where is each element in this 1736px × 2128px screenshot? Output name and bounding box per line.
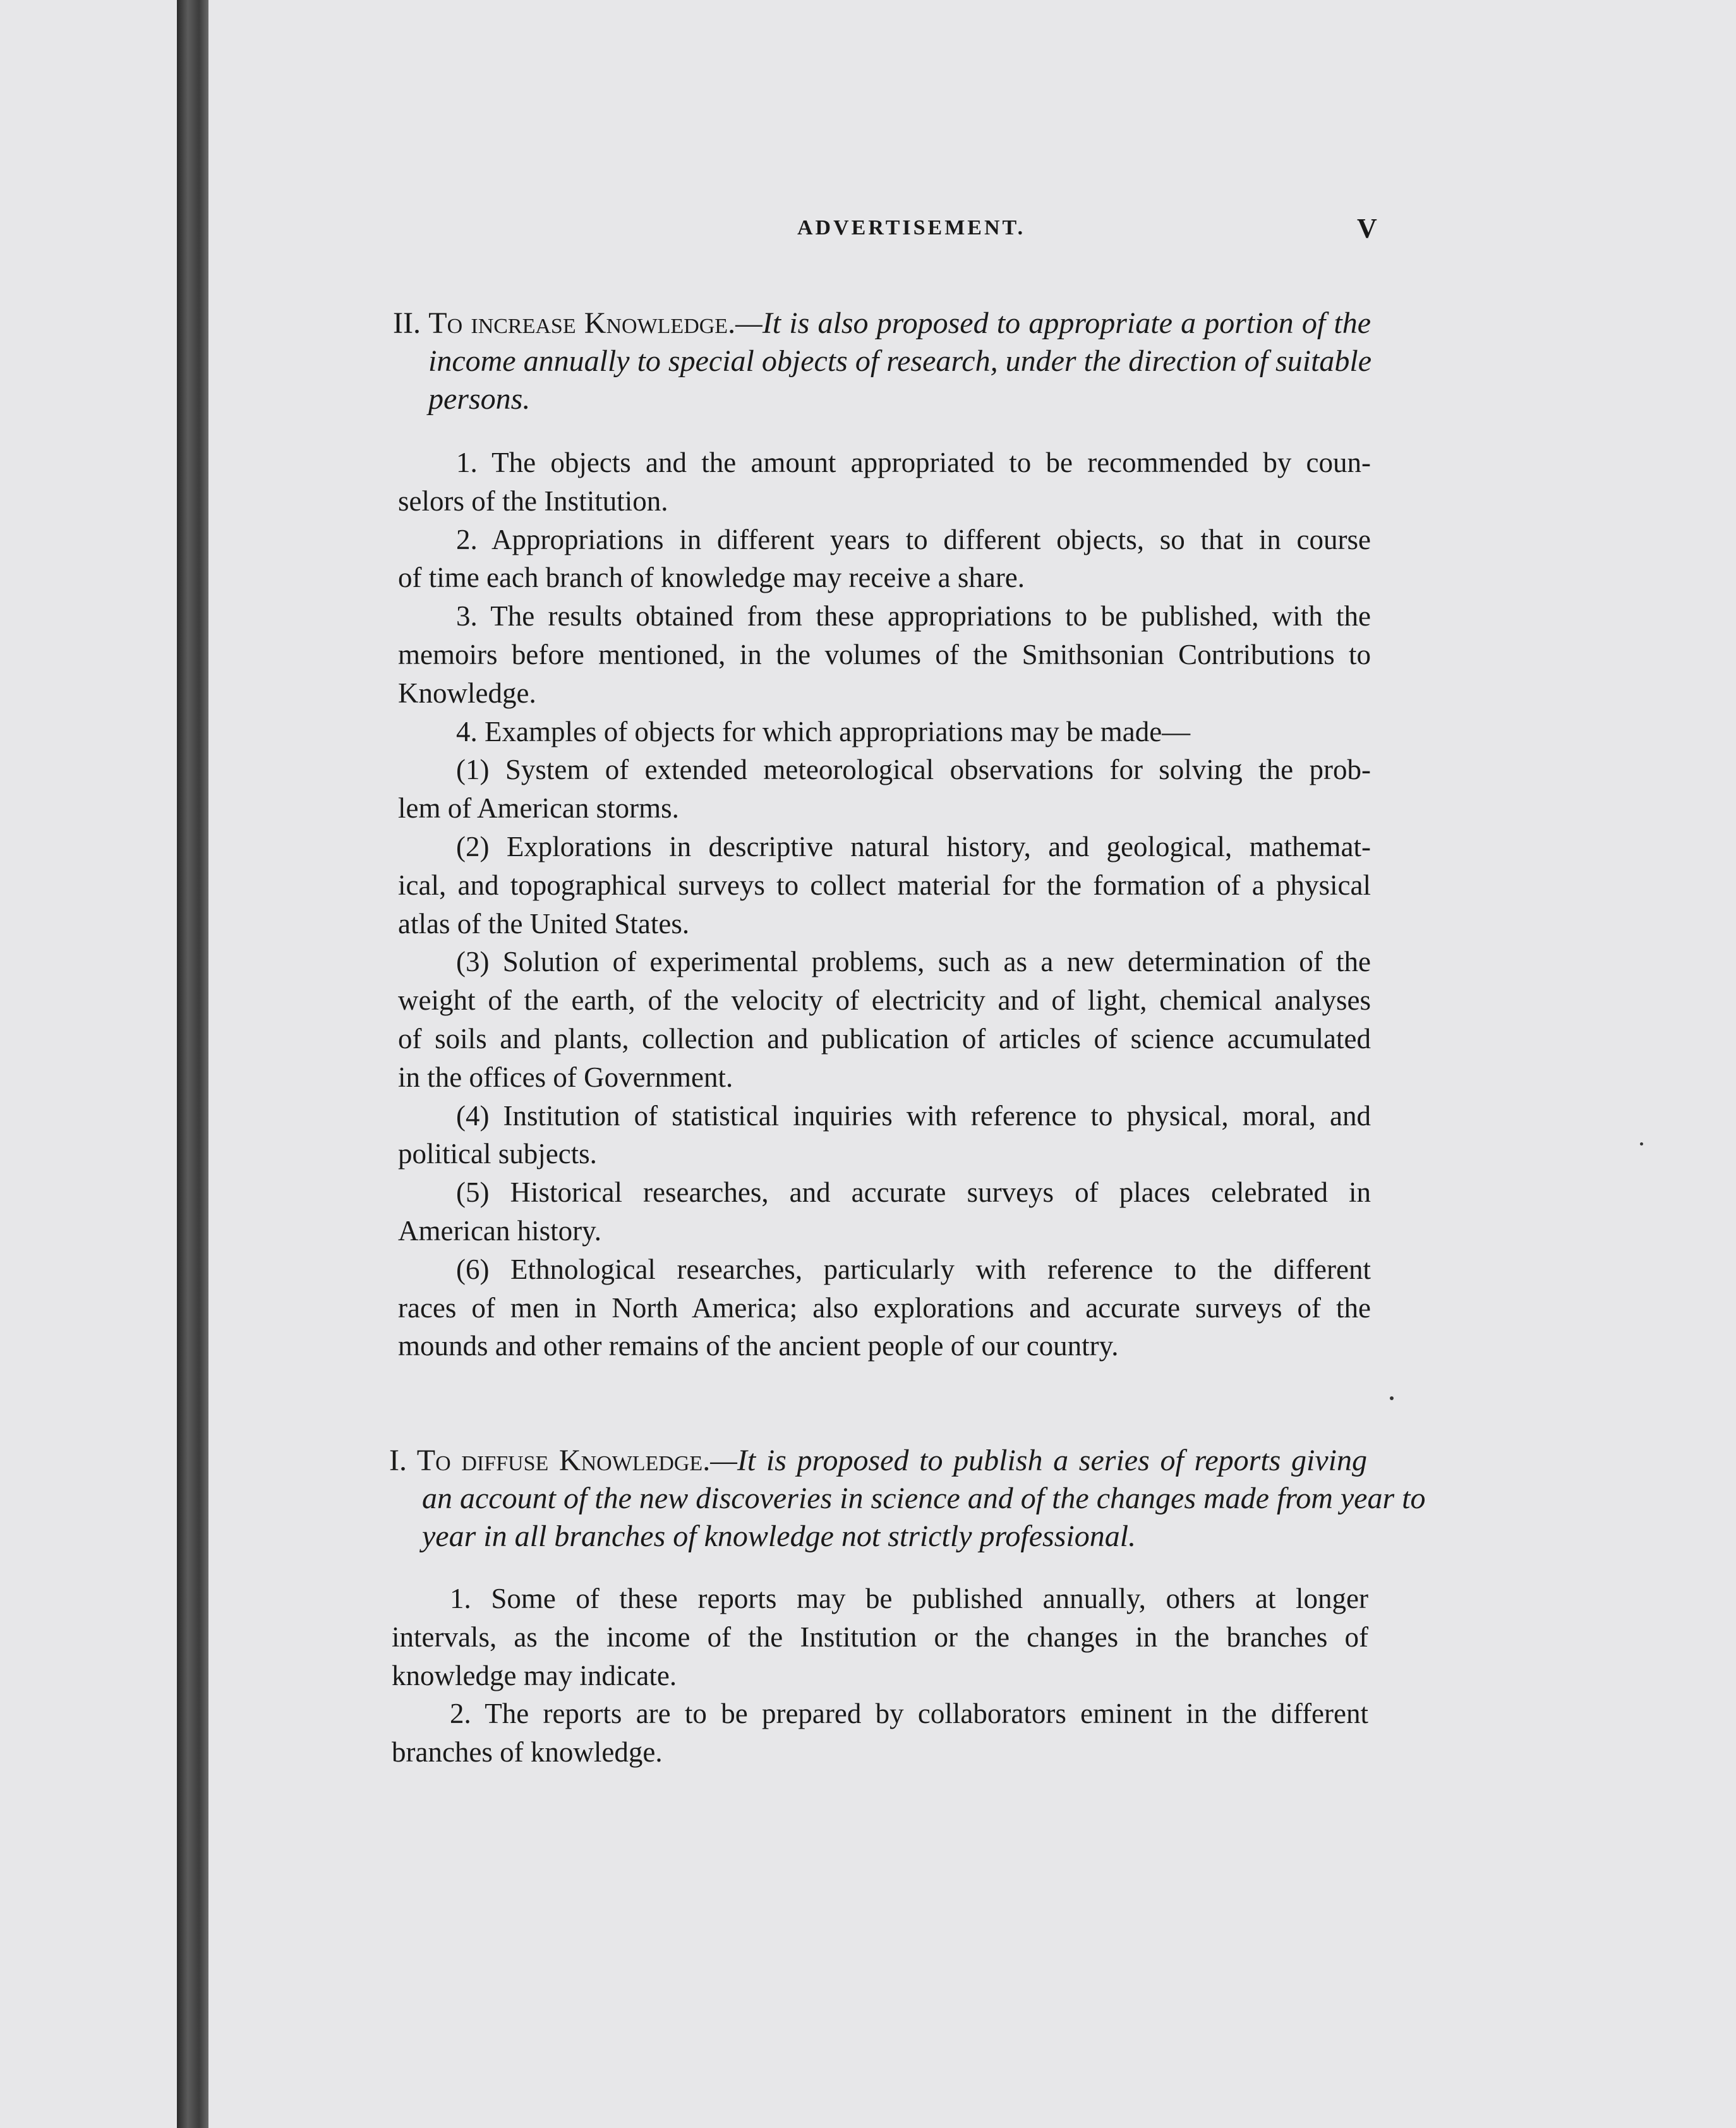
section-ii-heading-line — [393, 305, 1371, 342]
body-line: of soils and plants, collection and publication of articles of science accumulated — [398, 1022, 1371, 1055]
body-line: political subjects. — [398, 1138, 597, 1170]
body-line: 3. The results obtained from these appropriations to be published, with the — [456, 600, 1371, 632]
body-line: 1. Some of these reports may be published annually, others at longer — [450, 1583, 1368, 1614]
section-i-heading — [389, 1442, 1426, 1556]
body-line: 1. The objects and the amount appropriated to be recommended by coun- — [456, 447, 1371, 478]
body-line: intervals, as the income of the Institution or the changes in the branches of — [392, 1621, 1368, 1653]
body-line: knowledge may indicate. — [392, 1659, 677, 1691]
section-i-heading-line — [389, 1442, 1367, 1480]
body-line: (4) Institution of statistical inquiries with reference to physical, moral, and — [456, 1099, 1371, 1132]
body-line: 2. The reports are to be prepared by collaborators eminent in the different — [450, 1698, 1368, 1730]
section-ii-heading — [393, 305, 1371, 418]
section-ii-desc-line: income annually to special objects of research, under the direction of suitable — [428, 344, 1372, 378]
section-ii-desc-line: —It is also proposed to appropriate a portion of the — [735, 306, 1371, 340]
body-line: American history. — [398, 1214, 601, 1247]
section-i-body — [392, 1580, 1368, 1772]
body-line: races of men in North America; also explorations and accurate surveys of the — [398, 1291, 1371, 1324]
body-line: of time each branch of knowledge may receive a share. — [398, 562, 1025, 594]
body-line: in the offices of Government. — [398, 1061, 733, 1093]
section-i-desc-line: —It is proposed to publish a series of reports giving — [710, 1444, 1367, 1477]
body-line: 2. Appropriations in different years to different objects, so that in course — [456, 523, 1371, 555]
section-i-lead: I. To diffuse Knowledge. — [389, 1444, 711, 1477]
body-line: weight of the earth, of the velocity of electricity and of light, chemical analyses — [398, 984, 1371, 1017]
body-line: atlas of the United States. — [398, 907, 690, 940]
running-header: ADVERTISEMENT. — [797, 216, 1026, 239]
body-line: (3) Solution of experimental problems, such as a new determination of the — [456, 946, 1371, 978]
body-line: (5) Historical researches, and accurate surveys of places celebrated in — [456, 1176, 1371, 1209]
body-line: (2) Explorations in descriptive natural history, and geological, mathemat- — [456, 830, 1371, 862]
body-line: lem of American storms. — [398, 792, 679, 825]
body-line: 4. Examples of objects for which appropriations may be made— — [456, 715, 1191, 747]
scan-speck — [1390, 1396, 1394, 1400]
section-i-desc-line: an account of the new discoveries in science and of the changes made from year to — [422, 1482, 1426, 1515]
body-line: selors of the Institution. — [398, 485, 668, 517]
section-i-desc-line: year in all branches of knowledge not strictly professional. — [422, 1520, 1136, 1553]
scan-speck — [1640, 1142, 1643, 1146]
body-line: (6) Ethnological researches, particularly with reference to the different — [456, 1253, 1371, 1285]
section-ii-lead: II. To increase Knowledge. — [393, 306, 736, 340]
body-line: memoirs before mentioned, in the volumes of the Smithsonian Contributions to — [398, 638, 1371, 670]
section-ii-body — [398, 444, 1371, 1365]
body-line: (1) System of extended meteorological observations for solving the prob- — [456, 754, 1371, 786]
book-spine — [177, 0, 208, 2128]
body-line: branches of knowledge. — [392, 1736, 663, 1768]
facing-page-margin — [0, 0, 177, 2128]
section-ii-desc-line: persons. — [428, 382, 531, 416]
page-number: V — [1357, 213, 1377, 244]
body-line: ical, and topographical surveys to collect material for the formation of a physical — [398, 869, 1371, 901]
body-line: mounds and other remains of the ancient people of our country. — [398, 1330, 1119, 1362]
body-line: Knowledge. — [398, 677, 536, 709]
